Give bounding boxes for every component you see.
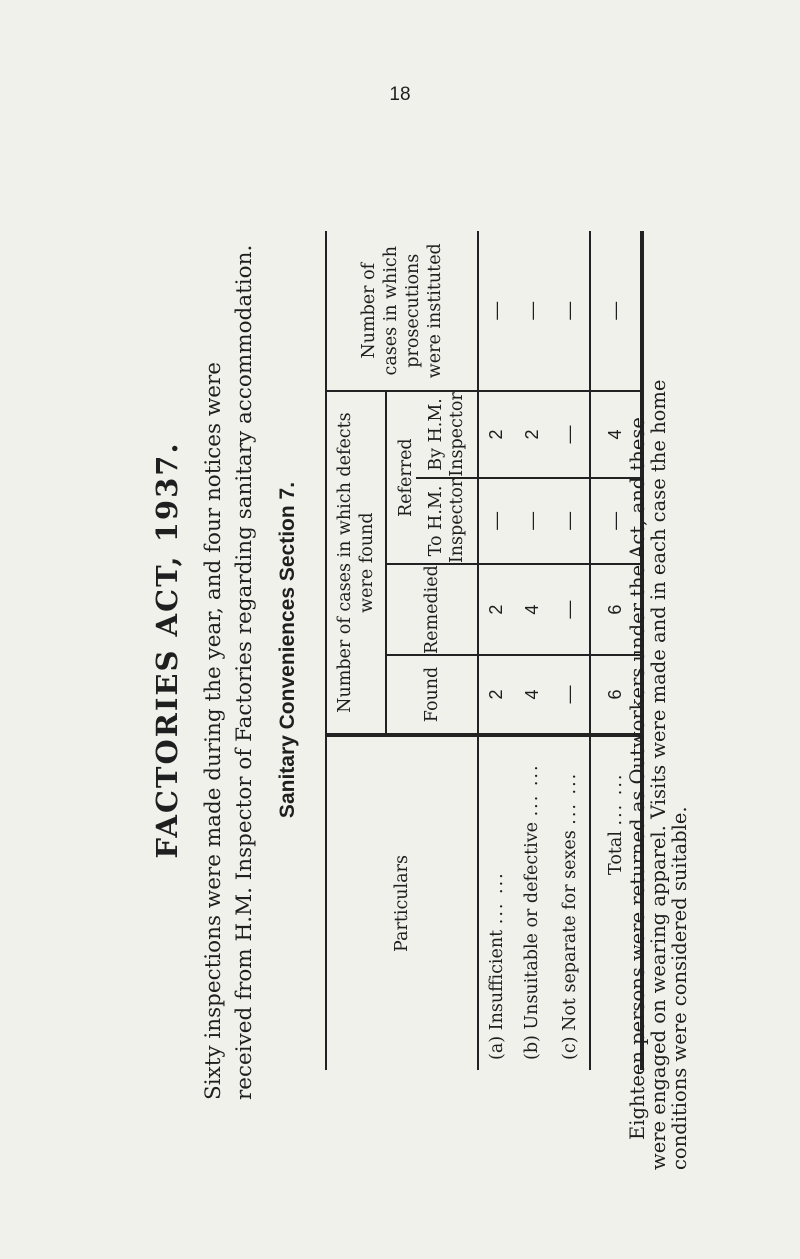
- cell-found: —: [550, 655, 590, 735]
- row-label: (b) Unsuitable or defective: [522, 821, 542, 1060]
- header-remedied: Remedied: [386, 564, 478, 655]
- rotated-page-content: [150, 130, 710, 1170]
- cell-found: 4: [514, 655, 550, 735]
- cell-by-hm-inspector: 2: [478, 391, 514, 477]
- cell-remedied: 4: [514, 564, 550, 655]
- table-row: [514, 231, 550, 1070]
- cell-to-hm-inspector: —: [514, 478, 550, 564]
- cell-prosecutions: —: [486, 301, 506, 320]
- row-label-cell: [514, 735, 550, 1070]
- page-title: FACTORIES ACT, 1937.: [150, 441, 184, 859]
- page-number: 18: [389, 84, 411, 105]
- footer-line: were engaged on wearing apparel. Visits were made and in each case the home: [647, 379, 670, 1170]
- total-label: Total: [605, 831, 626, 875]
- leader-dots: ... ...: [605, 772, 626, 826]
- header-referred: Referred: [386, 391, 416, 564]
- row-label: (c) Not separate for sexes: [559, 830, 580, 1060]
- cell-to-hm-inspector: —: [478, 478, 514, 564]
- header-found: Found: [386, 655, 478, 735]
- cell-prosecutions: —: [521, 301, 542, 320]
- total-found: 6: [590, 655, 642, 735]
- header-defects-group: Number of cases in which defects were found: [326, 391, 386, 735]
- total-to-hm-inspector: —: [590, 478, 642, 564]
- row-label-cell: [478, 735, 514, 1070]
- footer-line: Eighteen persons were returned as Outworkers under the Act, and these: [626, 417, 649, 1140]
- table-row: [550, 231, 590, 1070]
- cell-remedied: —: [550, 564, 590, 655]
- leader-dots: ... ...: [486, 871, 507, 925]
- section-heading: Sanitary Conveniences Section 7.: [276, 481, 299, 819]
- row-label-cell: [550, 735, 590, 1070]
- sanitary-table: [325, 231, 644, 1070]
- header-to-hm-inspector: To H.M. Inspector: [416, 478, 478, 564]
- cell-by-hm-inspector: 2: [514, 391, 550, 477]
- cell-by-hm-inspector: —: [550, 391, 590, 477]
- intro-line: Sixty inspections were made during the year, and four notices were: [201, 361, 226, 1100]
- footer-line: conditions were considered suitable.: [668, 806, 691, 1170]
- header-by-hm-inspector: By H.M. Inspector: [416, 391, 478, 477]
- table-row: [478, 231, 514, 1070]
- cell-to-hm-inspector: —: [550, 478, 590, 564]
- header-particulars: Particulars: [326, 735, 478, 1070]
- row-label: (a) Insufficient: [486, 929, 507, 1060]
- total-prosecutions: —: [590, 231, 642, 391]
- leader-dots: ... ...: [559, 771, 580, 825]
- header-prosecutions: Number of cases in which prosecutions were instituted: [326, 231, 478, 391]
- leader-dots: ... ...: [522, 763, 542, 817]
- cell-remedied: 2: [478, 564, 514, 655]
- total-by-hm-inspector: 4: [590, 391, 642, 477]
- cell-prosecutions: —: [550, 231, 590, 391]
- cell-found: 2: [478, 655, 514, 735]
- intro-line: received from H.M. Inspector of Factories regarding sanitary accommodation.: [232, 244, 257, 1100]
- intro-paragraph: [198, 140, 260, 1100]
- total-remedied: 6: [590, 564, 642, 655]
- footer-paragraph: [627, 130, 690, 1170]
